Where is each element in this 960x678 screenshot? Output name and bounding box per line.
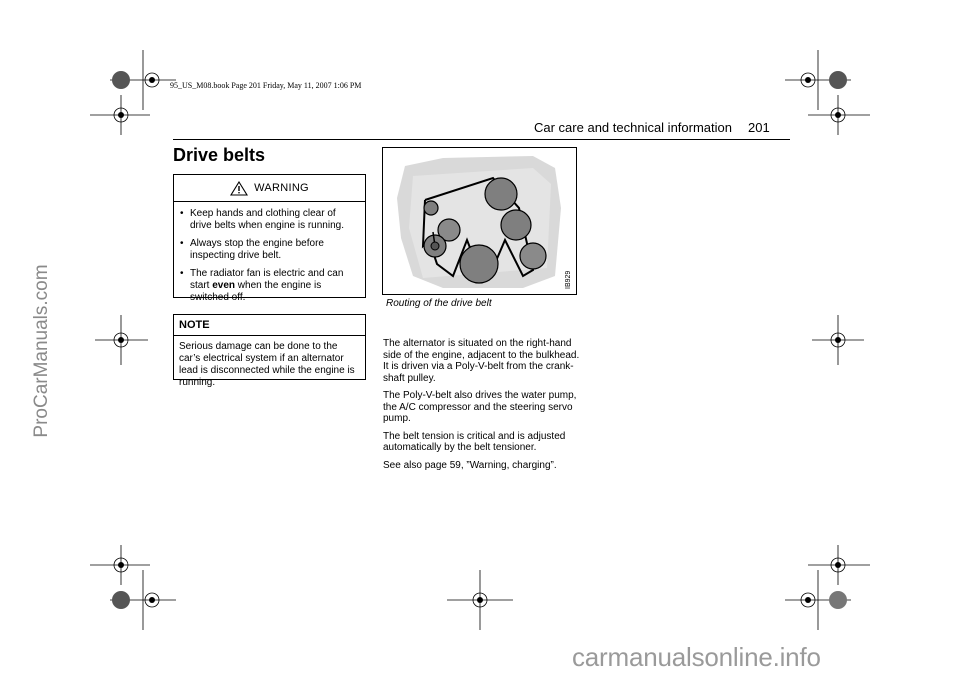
drive-belt-illustration xyxy=(383,148,576,294)
warning-item-text: The radiator fan is electric and can start xyxy=(190,268,344,291)
page-number: 201 xyxy=(748,120,770,135)
figure-caption: Routing of the drive belt xyxy=(386,298,492,309)
side-watermark: ProCarManuals.com xyxy=(31,264,52,438)
note-box xyxy=(173,314,366,388)
warning-item: • Always stop the engine before inspecting drive belt. xyxy=(180,238,359,262)
header-rule xyxy=(173,139,790,140)
book-file-header: 95_US_M08.book Page 201 Friday, May 11, 2007 1:06 PM xyxy=(170,81,362,90)
warning-item xyxy=(180,268,359,304)
note-text: Serious damage can be done to the car’s electrical system if an alternator lead is disconnected while the engine is running. xyxy=(179,341,355,388)
running-head xyxy=(534,120,770,135)
warning-heading: WARNING xyxy=(254,182,309,194)
footer-watermark: carmanualsonline.info xyxy=(572,642,821,672)
section-title: Car care and technical information xyxy=(534,120,732,135)
warning-box xyxy=(173,174,366,303)
drive-belt-figure xyxy=(382,147,577,295)
paragraph: The alternator is situated on the right-hand side of the engine, adjacent to the bulkhead. It is driven via a Poly-V-belt from the crank-shaft pulley. xyxy=(383,338,580,384)
note-heading: NOTE xyxy=(174,315,365,336)
figure-code: IB929 xyxy=(565,270,572,289)
paragraph: The belt tension is critical and is adjusted automatically by the belt tensioner. xyxy=(383,430,566,453)
warning-item-emphasis: even xyxy=(212,280,236,291)
warning-header xyxy=(174,175,365,202)
warning-item: • Keep hands and clothing clear of drive belts when engine is running. xyxy=(180,208,359,232)
paragraph: See also page 59, ”Warning, charging”. xyxy=(383,459,557,471)
page-title: Drive belts xyxy=(173,145,266,165)
paragraph: The Poly-V-belt also drives the water pump, the A/C compressor and the steering servo pump. xyxy=(383,390,577,424)
warning-item-text: when the engine is switched off. xyxy=(190,280,322,303)
warning-list xyxy=(174,202,365,304)
warning-triangle-icon xyxy=(230,181,248,196)
body-text xyxy=(383,338,580,477)
